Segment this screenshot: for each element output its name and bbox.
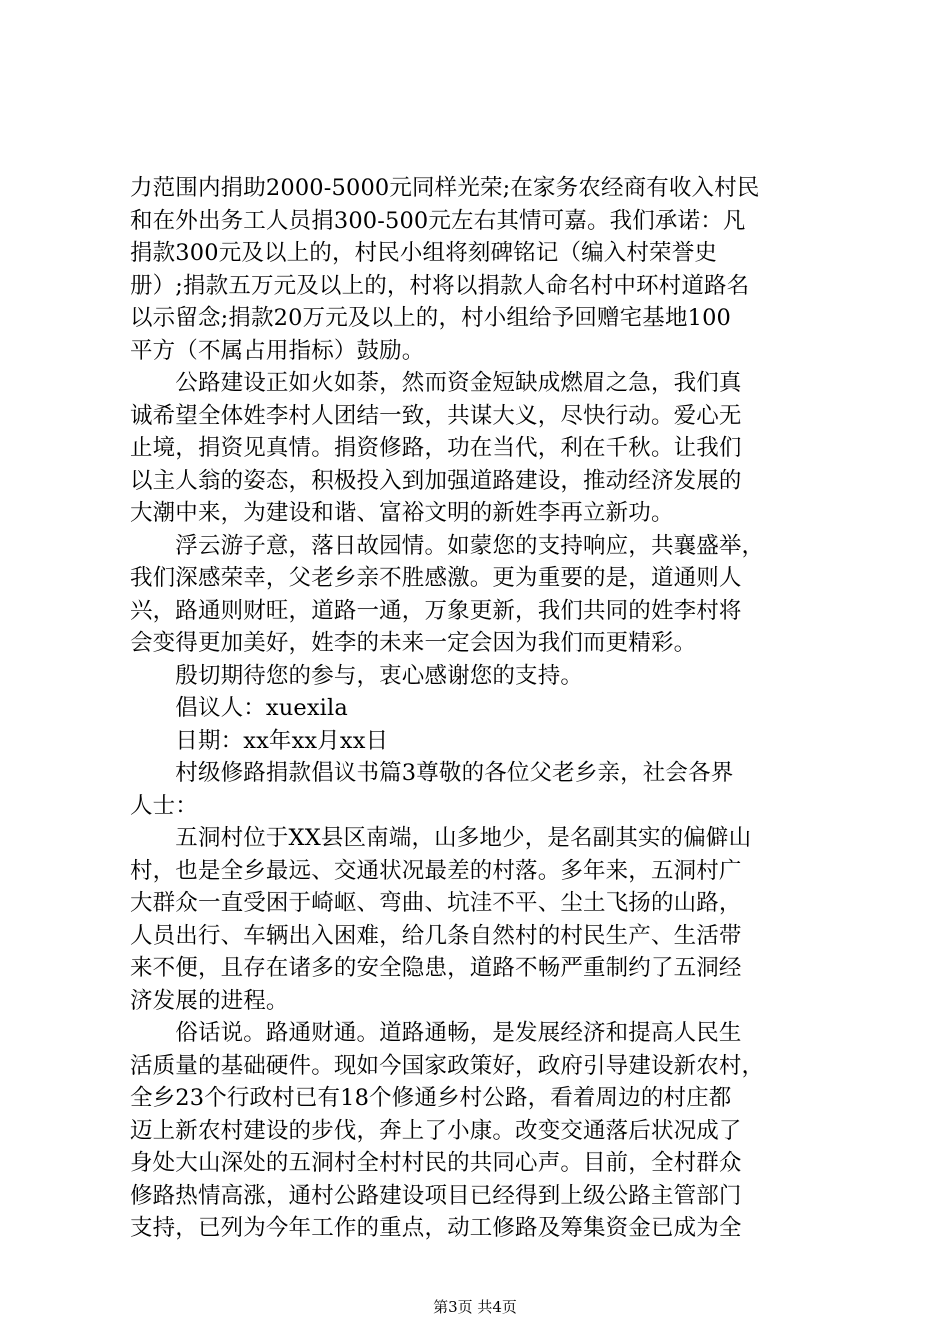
text-line: 大潮中来，为建设和谐、富裕文明的新姓李再立新功。 — [130, 500, 674, 526]
text-line: 以主人翁的姿态，积极投入到加强道路建设，推动经济发展的 — [130, 467, 742, 494]
text-line: 身处大山深处的五洞村全村村民的共同心声。目前，全村群众 — [130, 1150, 742, 1176]
text-line: 村级修路捐款倡议书篇3尊敬的各位父老乡亲，社会各界 — [130, 760, 734, 786]
text-line: 俗话说。路通财通。道路通畅，是发展经济和提高人民生 — [130, 1020, 742, 1046]
text-line: 支持，已列为今年工作的重点，动工修路及筹集资金已成为全 — [130, 1215, 742, 1241]
text-line: 会变得更加美好，姓李的未来一定会因为我们而更精彩。 — [130, 630, 697, 656]
text-line: 止境，捐资见真情。捐资修路，功在当代，利在千秋。让我们 — [130, 435, 742, 461]
text-line: 倡议人：xuexila — [130, 695, 348, 721]
text-line: 迈上新农村建设的步伐，奔上了小康。改变交通落后状况成了 — [130, 1117, 742, 1144]
text-line: 人员出行、车辆出入困难，给几条自然村的村民生产、生活带 — [130, 922, 742, 949]
text-line: 人士： — [130, 792, 198, 819]
text-line: 全乡23个行政村已有18个修通乡村公路，看着周边的村庄都 — [130, 1085, 732, 1111]
text-line: 公路建设正如火如荼，然而资金短缺成燃眉之急，我们真 — [130, 370, 742, 396]
text-line: 以示留念;捐款20万元及以上的，村小组给予回赠宅基地100 — [130, 305, 732, 331]
text-line: 济发展的进程。 — [130, 987, 289, 1014]
text-line: 和在外出务工人员捐300-500元左右其情可嘉。我们承诺：凡 — [130, 207, 746, 234]
page-number: 第3页 共4页 — [433, 1298, 517, 1316]
text-line: 村，也是全乡最远、交通状况最差的村落。多年来，五洞村广 — [130, 857, 742, 884]
text-line: 大群众一直受困于崎岖、弯曲、坑洼不平、尘土飞扬的山路， — [130, 890, 742, 916]
text-line: 日期：xx年xx月xx日 — [130, 727, 389, 754]
text-line: 修路热情高涨，通村公路建设项目已经得到上级公路主管部门 — [130, 1182, 742, 1209]
text-line: 我们深感荣幸，父老乡亲不胜感激。更为重要的是，道通则人 — [130, 565, 742, 591]
text-line: 来不便，且存在诸多的安全隐患，道路不畅严重制约了五洞经 — [130, 955, 742, 981]
text-line: 浮云游子意，落日故园情。如蒙您的支持响应，共襄盛举， — [130, 532, 765, 559]
text-line: 五洞村位于XX县区南端，山多地少，是名副其实的偏僻山 — [130, 825, 752, 851]
text-line: 诚希望全体姓李村人团结一致，共谋大义，尽快行动。爱心无 — [130, 402, 742, 429]
text-line: 活质量的基础硬件。现如今国家政策好，政府引导建设新农村， — [130, 1052, 765, 1079]
text-line: 捐款300元及以上的，村民小组将刻碑铭记（编入村荣誉史 — [130, 240, 717, 266]
page-footer — [0, 1297, 950, 1317]
text-line: 平方（不属占用指标）鼓励。 — [130, 337, 425, 364]
text-line: 力范围内捐助2000-5000元同样光荣;在家务农经商有收入村民 — [130, 175, 760, 201]
text-line: 兴，路通则财旺，道路一通，万象更新，我们共同的姓李村将 — [130, 597, 742, 624]
text-line: 册）;捐款五万元及以上的，村将以捐款人命名村中环村道路名 — [130, 272, 750, 299]
document-body — [130, 172, 830, 1245]
text-line: 殷切期待您的参与，衷心感谢您的支持。 — [130, 662, 584, 689]
